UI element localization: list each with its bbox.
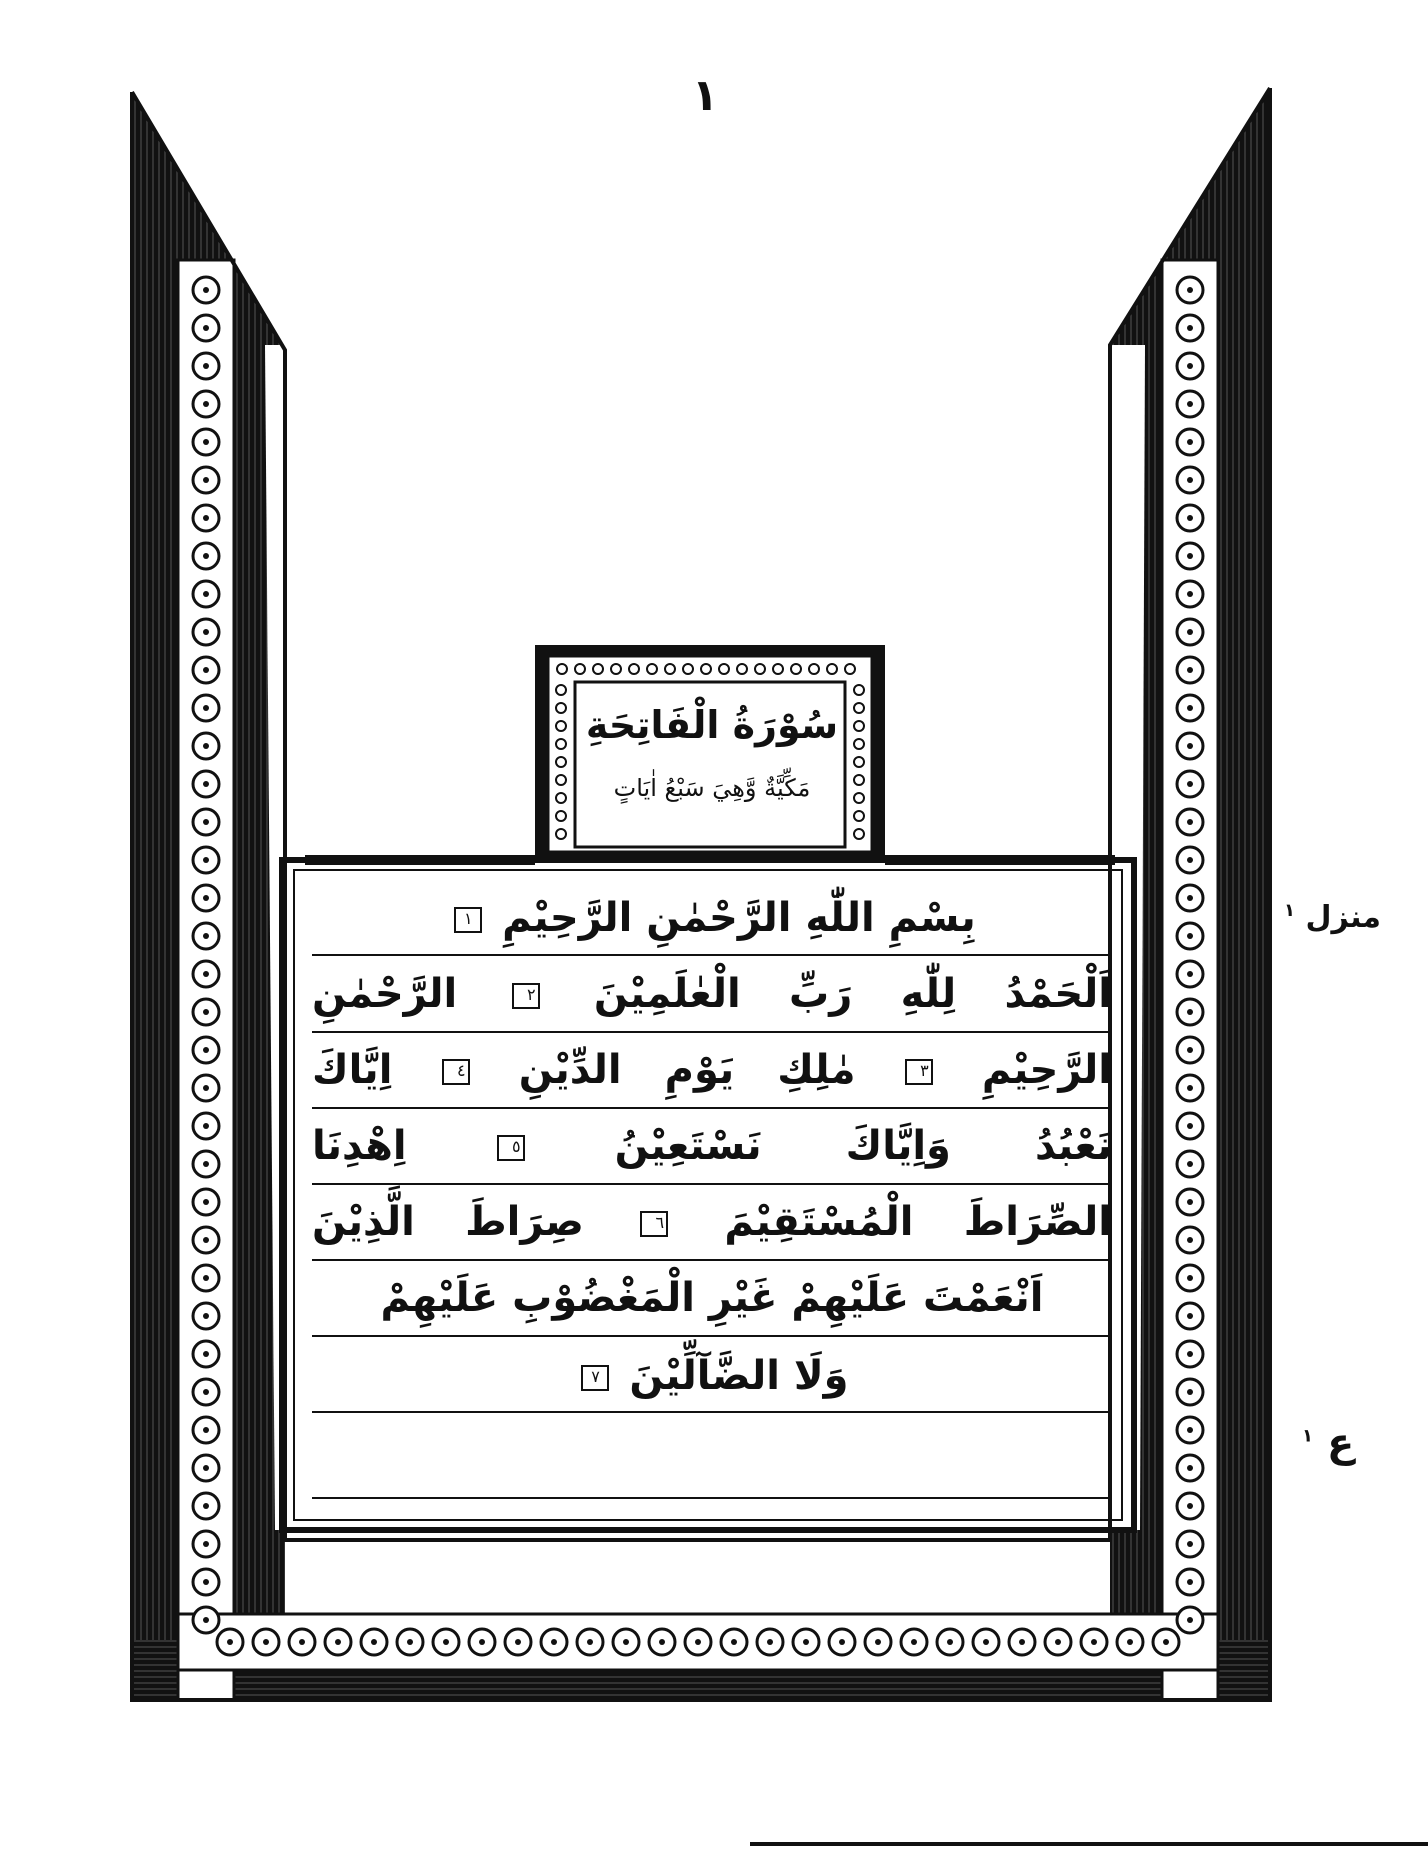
chain-dot	[203, 1161, 209, 1167]
ayah-marker: ٦	[640, 1211, 668, 1237]
chain-dot	[1187, 1465, 1193, 1471]
verse-line-3	[312, 1032, 1112, 1108]
ayah-marker: ٥	[497, 1135, 525, 1161]
chain-dot	[1187, 629, 1193, 635]
chain-dot	[203, 1351, 209, 1357]
chain-dot	[947, 1639, 953, 1645]
chain-dot	[731, 1639, 737, 1645]
chain-dot	[203, 553, 209, 559]
chain-dot	[203, 1123, 209, 1129]
chain-dot	[1187, 971, 1193, 977]
chain-dot	[203, 1389, 209, 1395]
chain-dot	[203, 1275, 209, 1281]
verse-text: اِهْدِنَا	[312, 1123, 407, 1169]
chain-dot	[479, 1639, 485, 1645]
chain-dot	[203, 1617, 209, 1623]
chain-dot	[1187, 591, 1193, 597]
chain-dot	[227, 1639, 233, 1645]
chain-dot	[203, 629, 209, 635]
chain-dot	[203, 667, 209, 673]
chain-dot	[203, 477, 209, 483]
chain-dot	[1187, 287, 1193, 293]
surah-title: سُوْرَةُ الْفَاتِحَةِ	[585, 703, 839, 747]
chain-dot	[1187, 515, 1193, 521]
chain-dot	[1187, 1617, 1193, 1623]
chain-dot	[203, 819, 209, 825]
chain-dot	[839, 1639, 845, 1645]
verse-text: صِرَاطَ الَّذِيْنَ	[312, 1199, 584, 1245]
chain-dot	[203, 1427, 209, 1433]
manzil-note	[1284, 900, 1381, 935]
chain-dot	[203, 781, 209, 787]
chain-dot	[1187, 1199, 1193, 1205]
chain-dot	[203, 1199, 209, 1205]
chain-dot	[203, 971, 209, 977]
verse-text: وَلَا الضَّآلِّيْنَ	[629, 1353, 849, 1399]
chain-dot	[203, 401, 209, 407]
chain-dot	[407, 1639, 413, 1645]
chain-dot	[1187, 1161, 1193, 1167]
chain-dot	[1187, 553, 1193, 559]
chain-dot	[203, 705, 209, 711]
chain-dot	[203, 325, 209, 331]
chain-dot	[1187, 363, 1193, 369]
verse-text: الصِّرَاطَ الْمُسْتَقِيْمَ	[724, 1199, 1112, 1245]
chain-dot	[1187, 1009, 1193, 1015]
chain-dot	[203, 515, 209, 521]
chain-dot	[803, 1639, 809, 1645]
chain-dot	[1187, 667, 1193, 673]
chain-dot	[203, 1085, 209, 1091]
chain-dot	[1187, 1123, 1193, 1129]
chain-dot	[767, 1639, 773, 1645]
chain-dot	[335, 1639, 341, 1645]
chain-dot	[203, 591, 209, 597]
chain-dot	[1187, 1275, 1193, 1281]
chain-dot	[515, 1639, 521, 1645]
chain-dot	[1187, 1427, 1193, 1433]
chain-dot	[203, 287, 209, 293]
verse-text: اَنْعَمْتَ عَلَيْهِمْ غَيْرِ الْمَغْضُوْبِ عَلَيْهِمْ	[380, 1275, 1044, 1321]
chain-dot	[203, 1541, 209, 1547]
verse-line-1	[312, 880, 1112, 956]
page-number: ١	[691, 70, 719, 121]
chain-dot	[1187, 1351, 1193, 1357]
chain-dot	[203, 895, 209, 901]
ruku-label: ع	[1326, 1420, 1355, 1466]
chain-dot	[1187, 743, 1193, 749]
verse-line-2	[312, 956, 1112, 1032]
chain-dot	[1187, 1503, 1193, 1509]
chain-dot	[203, 439, 209, 445]
chain-dot	[983, 1639, 989, 1645]
chain-dot	[299, 1639, 305, 1645]
chain-dot	[1187, 1313, 1193, 1319]
chain-dot	[659, 1639, 665, 1645]
chain-dot	[203, 1313, 209, 1319]
bottom-rule	[750, 1842, 1428, 1846]
chain-dot	[1187, 1389, 1193, 1395]
verse-text: اَلْحَمْدُ لِلّٰهِ رَبِّ الْعٰلَمِيْنَ	[593, 971, 1112, 1017]
chain-dot	[1187, 705, 1193, 711]
chain-dot	[203, 1579, 209, 1585]
chain-dot	[551, 1639, 557, 1645]
chain-dot	[875, 1639, 881, 1645]
chain-dot	[1187, 325, 1193, 331]
chain-dot	[1019, 1639, 1025, 1645]
verse-line-7	[312, 1338, 1112, 1414]
chain-dot	[203, 743, 209, 749]
chain-dot	[443, 1639, 449, 1645]
chain-dot	[1187, 401, 1193, 407]
chain-dot	[1187, 1047, 1193, 1053]
verse-text: بِسْمِ اللّٰهِ الرَّحْمٰنِ الرَّحِيْمِ	[502, 895, 976, 941]
chain-dot	[203, 1237, 209, 1243]
chain-dot	[1091, 1639, 1097, 1645]
chain-dot	[1187, 781, 1193, 787]
verse-line-6	[312, 1260, 1112, 1336]
chain-dot	[203, 1009, 209, 1015]
manzil-label: منزل	[1305, 900, 1381, 935]
verse-text: الرَّحْمٰنِ	[312, 971, 458, 1017]
chain-dot	[1187, 1541, 1193, 1547]
chain-dot	[1163, 1639, 1169, 1645]
chain-dot	[371, 1639, 377, 1645]
chain-dot	[203, 933, 209, 939]
chain-dot	[1127, 1639, 1133, 1645]
ayah-marker: ٧	[581, 1365, 609, 1391]
verse-line-4	[312, 1108, 1112, 1184]
chain-dot	[203, 1503, 209, 1509]
chain-dot	[1187, 895, 1193, 901]
ruku-note	[1302, 1420, 1354, 1466]
surah-subtitle: مَكِّيَّةٌ وَّهِيَ سَبْعُ اٰيَاتٍ	[613, 774, 811, 802]
ayah-marker: ١	[454, 907, 482, 933]
chain-dot	[1055, 1639, 1061, 1645]
verse-line-5	[312, 1184, 1112, 1260]
chain-dot	[1187, 1085, 1193, 1091]
manzil-number: ١	[1284, 900, 1295, 921]
verse-text: الرَّحِيْمِ	[981, 1047, 1112, 1093]
chain-dot	[263, 1639, 269, 1645]
chain-dot	[623, 1639, 629, 1645]
chain-dot	[1187, 477, 1193, 483]
chain-dot	[911, 1639, 917, 1645]
verse-text: نَعْبُدُ وَاِيَّاكَ نَسْتَعِيْنُ	[614, 1123, 1112, 1169]
chain-dot	[1187, 1237, 1193, 1243]
chain-dot	[203, 857, 209, 863]
chain-dot	[1187, 857, 1193, 863]
chain-dot	[587, 1639, 593, 1645]
verse-text: مٰلِكِ يَوْمِ الدِّيْنِ	[518, 1047, 856, 1093]
ayah-marker: ٤	[442, 1059, 470, 1085]
surah-title-box	[582, 690, 842, 840]
ayah-marker: ٢	[512, 983, 540, 1009]
ayah-marker: ٣	[905, 1059, 933, 1085]
chain-dot	[203, 363, 209, 369]
chain-dot	[203, 1465, 209, 1471]
chain-dot	[1187, 1579, 1193, 1585]
ruku-number: ١	[1302, 1425, 1313, 1447]
chain-dot	[695, 1639, 701, 1645]
chain-dot	[1187, 439, 1193, 445]
chain-dot	[1187, 933, 1193, 939]
chain-dot	[203, 1047, 209, 1053]
chain-dot	[1187, 819, 1193, 825]
verse-text: اِيَّاكَ	[312, 1047, 393, 1093]
